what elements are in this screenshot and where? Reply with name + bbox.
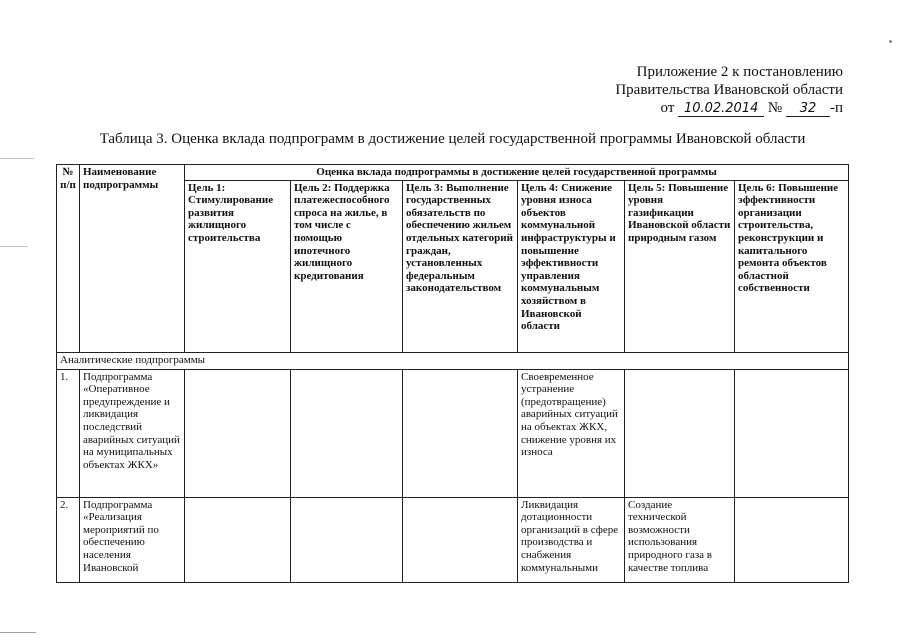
row-2-num: 2. (57, 497, 80, 582)
header-group: Оценка вклада подпрограммы в достижение целей государственной программы (185, 165, 849, 181)
table-row (57, 369, 849, 497)
row-2-goal-3 (403, 497, 518, 582)
scan-artifact (0, 632, 36, 633)
header-num: № п/п (57, 165, 80, 353)
row-1-goal-6 (735, 369, 849, 497)
row-1-goal-2 (291, 369, 403, 497)
row-1-goal-4: Своевременное устранение (предотвращение) аварийных ситуаций на объектах ЖКХ, снижение уровня их износа (518, 369, 625, 497)
header-line-1: Приложение 2 к постановлению (636, 64, 843, 80)
handwritten-number: 32 (786, 101, 830, 117)
document-header (615, 63, 843, 117)
row-2-goal-5: Создание технической возможности использования природного газа в качестве топлива (625, 497, 735, 582)
table-row (57, 497, 849, 582)
section-row: Аналитические подпрограммы (57, 352, 849, 369)
row-2-goal-6 (735, 497, 849, 582)
date-prefix: от (660, 100, 675, 116)
row-2-goal-4: Ликвидация дотационности организаций в сфере производства и снабжения коммунальными (518, 497, 625, 582)
row-1-name: Подпрограмма «Оперативное предупреждение и ликвидация последствий аварийных ситуаций на муниципальных объектах ЖКХ» (80, 369, 185, 497)
row-1-goal-5 (625, 369, 735, 497)
header-goal-6: Цель 6: Повышение эффективности организации строительства, реконструкции и капитального ремонта объектов областной собственности (735, 180, 849, 352)
header-line-2: Правительства Ивановской области (615, 82, 843, 98)
contribution-table (56, 164, 849, 583)
scan-artifact (0, 246, 28, 247)
row-2-name: Подпрограмма «Реализация мероприятий по обеспечению населения Ивановской (80, 497, 185, 582)
row-1-num: 1. (57, 369, 80, 497)
handwritten-date: 10.02.2014 (678, 101, 764, 117)
row-1-goal-3 (403, 369, 518, 497)
header-name: Наименование подпрограммы (80, 165, 185, 353)
table-title: Таблица 3. Оценка вклада подпрограмм в достижение целей государственной программы Ивановской области (99, 131, 806, 147)
number-suffix: -п (829, 100, 843, 116)
header-goal-4: Цель 4: Снижение уровня износа объектов коммунальной инфраструктуры и повышение эффективности управления коммунальным хозяйством в Ивановской области (518, 180, 625, 352)
header-goal-3: Цель 3: Выполнение государственных обязательств по обеспечению жильем отдельных категорий граждан, установленных федеральным законодательством (403, 180, 518, 352)
header-goal-1: Цель 1: Стимулирование развития жилищного строительства (185, 180, 291, 352)
header-goal-2: Цель 2: Поддержка платежеспособного спроса на жилье, в том числе с помощью ипотечного жилищного кредитования (291, 180, 403, 352)
row-2-goal-2 (291, 497, 403, 582)
row-1-goal-1 (185, 369, 291, 497)
row-2-goal-1 (185, 497, 291, 582)
number-sign: № (767, 100, 783, 116)
scan-artifact (0, 158, 34, 159)
header-goal-5: Цель 5: Повышение уровня газификации Ивановской области природным газом (625, 180, 735, 352)
scan-artifact (889, 40, 892, 43)
header-line-3 (615, 99, 843, 117)
